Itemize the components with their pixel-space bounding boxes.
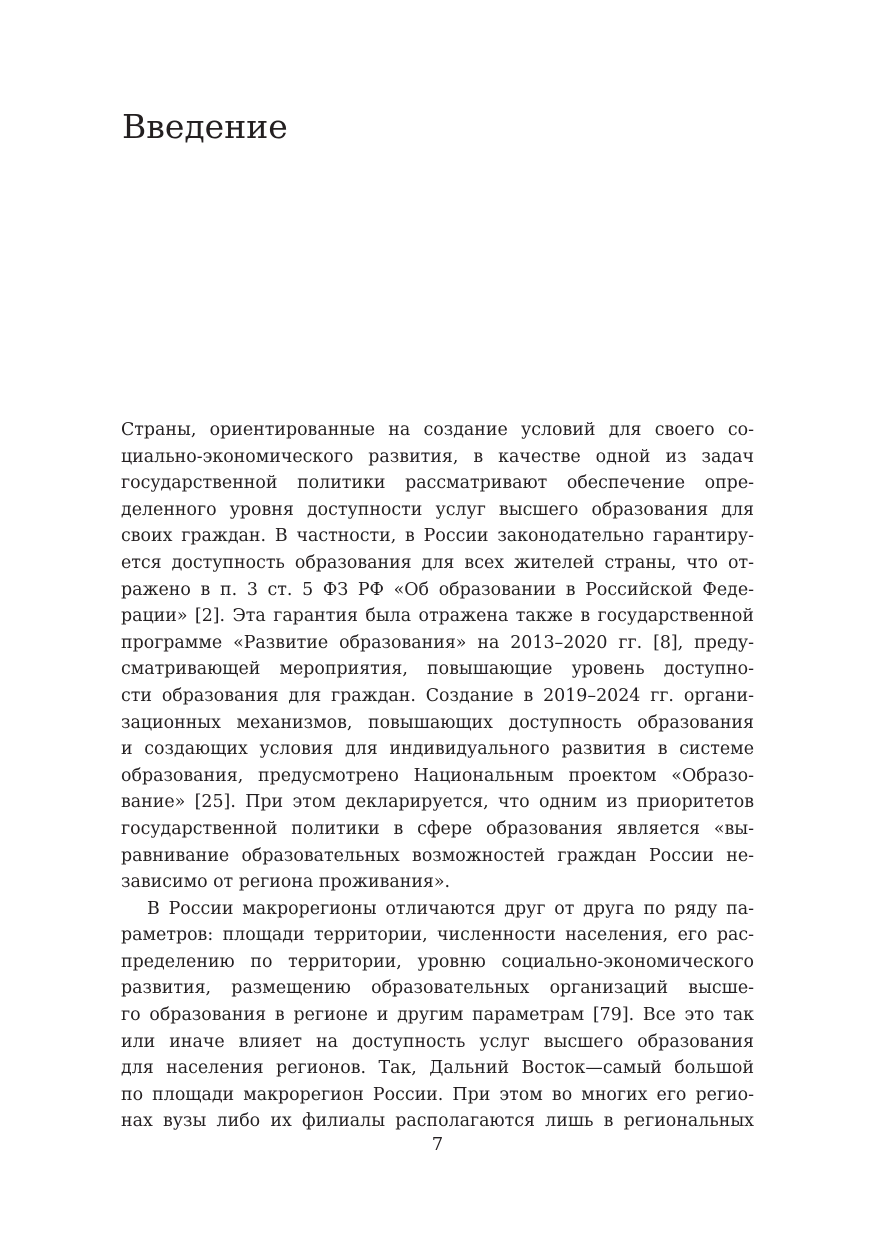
text-line: раметров: площади территории, численности населения, его рас- (121, 925, 754, 946)
text-line: ражено в п. 3 ст. 5 ФЗ РФ «Об образовании в Российской Феде- (121, 579, 754, 600)
page-number: 7 (431, 1134, 444, 1155)
text-line: рации» [2]. Эта гарантия была отражена также в государственной (121, 606, 754, 627)
text-line: по площади макрорегион России. При этом во многих его регио- (121, 1084, 754, 1105)
text-line: своих граждан. В частности, в России законодательно гарантиру- (121, 526, 754, 547)
text-line: равнивание образовательных возможностей граждан России не- (121, 845, 754, 866)
text-line: развития, размещению образовательных организаций высше- (121, 978, 754, 999)
text-line: В России макрорегионы отличаются друг от друга по ряду па- (147, 898, 754, 919)
chapter-heading: Введение (122, 107, 288, 146)
text-line: го образования в регионе и другим параметрам [79]. Все это так (121, 1005, 754, 1026)
text-line: сти образования для граждан. Создание в 2019–2024 гг. органи- (121, 685, 754, 706)
text-line: пределению по территории, уровню социально-экономического (121, 951, 754, 972)
text-line: деленного уровня доступности услуг высшего образования для (121, 499, 754, 520)
text-line: зависимо от региона проживания». (121, 872, 451, 893)
text-line: сматривающей мероприятия, повышающие уровень доступно- (121, 659, 754, 680)
text-line: для населения регионов. Так, Дальний Восток—самый большой (121, 1058, 754, 1079)
text-line: Страны, ориентированные на создание условий для своего со- (121, 420, 754, 440)
text-line: образования, предусмотрено Национальным проектом «Образо- (121, 765, 754, 786)
text-line: вание» [25]. При этом декларируется, что одним из приоритетов (121, 792, 754, 813)
text-line: нах вузы либо их филиалы располагаются лишь в региональных (121, 1111, 754, 1132)
text-line: государственной политики в сфере образования является «вы- (121, 818, 754, 839)
text-line: циально-экономического развития, в качестве одной из задач (121, 446, 754, 467)
text-line: программе «Развитие образования» на 2013–2020 гг. [8], преду- (121, 632, 754, 653)
text-line: государственной политики рассматривают обеспечение опре- (121, 473, 754, 494)
text-line: зационных механизмов, повышающих доступность образования (121, 712, 754, 733)
text-line: и создающих условия для индивидуального развития в системе (121, 739, 754, 760)
text-line: или иначе влияет на доступность услуг высшего образования (121, 1031, 754, 1052)
body-text (121, 417, 754, 1135)
text-line: ется доступность образования для всех жителей страны, что от- (121, 552, 754, 573)
